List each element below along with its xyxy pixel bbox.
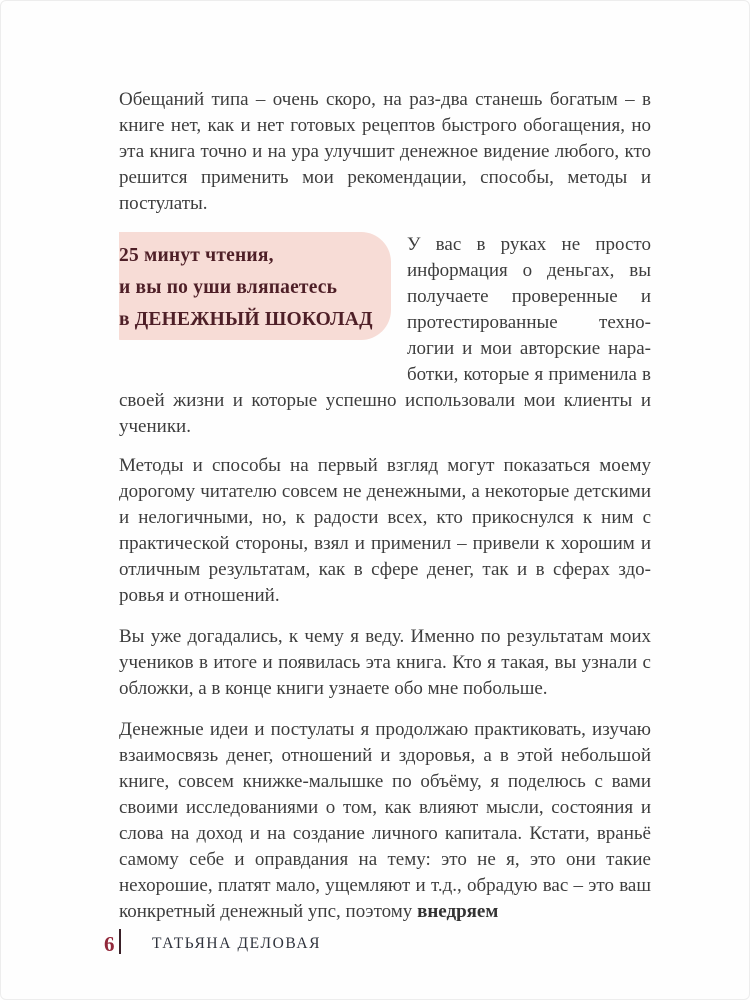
author-name: ТАТЬЯНА ДЕЛОВАЯ [152, 935, 322, 952]
footer-divider [119, 929, 122, 954]
page-footer [104, 931, 644, 957]
callout-line-1: 25 минут чтения, [119, 245, 274, 266]
paragraph-promises: Обещаний типа – очень скоро, на раз-два станешь богатым – в книге нет, как и нет готовых рецептов быстрого обогащения, но эта книга точно и на ура улучшит денежное видение любого, кто решится применить мои рекомендации, способы, методы и постулаты. [119, 89, 651, 214]
bold-word-implement: внедряем [417, 901, 499, 922]
paragraph-money-ideas [119, 717, 651, 925]
paragraph-methods: Методы и способы на первый взгляд могут показаться моему дорогому читателю совсем не денежными, а некоторые детскими и нелогичными, но, к радости всех, кто прикоснулся к ним с практической стороны, взял и применил – привели к хорошим и отличным результатам, как в сфере денег, так и в сферах здоровья и отношений. [119, 455, 651, 606]
callout-line-2: и вы по уши вляпаетесь [119, 277, 338, 298]
paragraph-guessed: Вы уже догадались, к чему я веду. Именно по результатам моих учеников в итоге и появилась эта книга. Кто я такая, вы узнали с обложки, а в конце книги узнаете обо мне побольше. [119, 626, 651, 699]
callout-line-3: в ДЕНЕЖНЫЙ ШОКОЛАД [119, 309, 373, 330]
paragraph-money-ideas-text: Денежные идеи и постулаты я продолжаю практиковать, изучаю взаимосвязь денег, отношений и здоровья, а в этой небольшой книге, совсем книжке-малышке по объёму, я поделюсь с вами своими исследованиями о том, как влияют мысли, состояния и слова на доход и на создание личного капитала. Кстати, враньё самому себе и оправдания на тему: это не я, это они такие нехорошие, платят мало, ущемляют и т.д., обрадую вас – это ваш конкретный денежный упс, поэтому [119, 719, 651, 922]
page-content [119, 87, 651, 940]
page-number: 6 [104, 932, 115, 956]
callout-section [119, 232, 651, 440]
paragraph-in-your-hands: У вас в руках не просто информация о деньгах, вы получаете проверенные и протестированные технологии и мои авторские наработки, которые я применила в своей жизни и которые успешно использовали мои клиенты и ученики. [119, 234, 651, 437]
callout-box [119, 232, 391, 340]
